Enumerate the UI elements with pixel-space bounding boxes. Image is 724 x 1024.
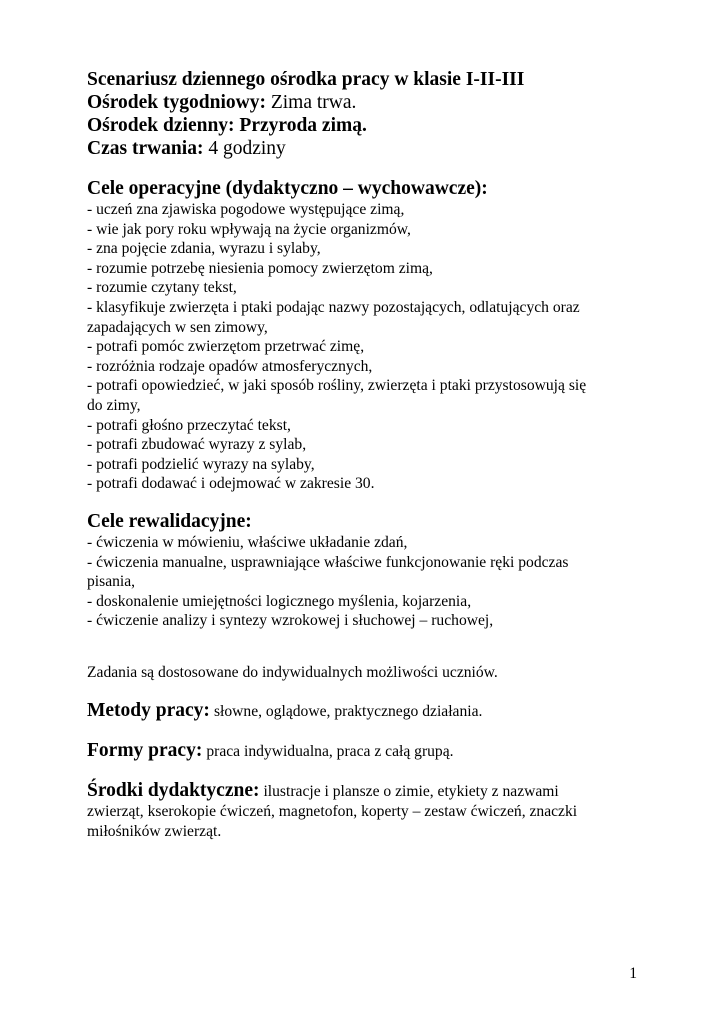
daily-theme — [87, 114, 647, 137]
scenario-title: Scenariusz dziennego ośrodka pracy w klasie I-II-III — [87, 69, 525, 90]
duration — [87, 137, 647, 160]
list-item: - wie jak pory roku wpływają na życie organizmów, — [87, 220, 411, 238]
list-item: - ćwiczenia manualne, usprawniające właściwe funkcjonowanie ręki podczas — [87, 553, 569, 571]
resources-section — [87, 780, 647, 802]
operational-goals-list — [87, 200, 647, 494]
resources-line-2: zwierząt, kserokopie ćwiczeń, magnetofon, koperty – zestaw ćwiczeń, znaczki — [87, 803, 578, 821]
list-item: - klasyfikuje zwierzęta i ptaki podając nazwy pozostających, odlatujących oraz — [87, 298, 580, 316]
methods-section — [87, 700, 647, 722]
adaptation-note: Zadania są dostosowane do indywidualnych możliwości uczniów. — [87, 663, 498, 681]
list-item: - potrafi głośno przeczytać tekst, — [87, 416, 291, 434]
list-item: - ćwiczenia w mówieniu, właściwe układanie zdań, — [87, 533, 408, 551]
list-item: - potrafi pomóc zwierzętom przetrwać zimę, — [87, 338, 365, 356]
document-content — [87, 68, 647, 842]
resources-line-3: miłośników zwierząt. — [87, 823, 222, 841]
list-item: - potrafi opowiedzieć, w jaki sposób rośliny, zwierzęta i ptaki przystosowują się — [87, 377, 587, 395]
list-item: - potrafi podzielić wyrazy na sylaby, — [87, 455, 315, 473]
daily-theme-value: Przyroda zimą. — [239, 115, 367, 136]
resources-line-1: ilustracje i plansze o zimie, etykiety z nazwami — [263, 783, 559, 801]
methods-label: Metody pracy: — [87, 700, 210, 722]
list-item: - ćwiczenie analizy i syntezy wzrokowej i słuchowej – ruchowej, — [87, 612, 494, 630]
duration-value: 4 godziny — [208, 138, 286, 159]
list-item: zapadających w sen zimowy, — [87, 318, 268, 336]
operational-goals-heading: Cele operacyjne (dydaktyczno – wychowawcze): — [87, 178, 488, 199]
resources-label: Środki dydaktyczne: — [87, 780, 260, 802]
revalidation-goals-list — [87, 533, 647, 631]
weekly-theme-label: Ośrodek tygodniowy: — [87, 92, 266, 113]
list-item: - rozróżnia rodzaje opadów atmosferycznych, — [87, 357, 373, 375]
list-item: - rozumie potrzebę niesienia pomocy zwierzętom zimą, — [87, 259, 433, 277]
weekly-theme — [87, 91, 647, 114]
list-item: pisania, — [87, 573, 136, 591]
weekly-theme-value: Zima trwa. — [270, 92, 357, 113]
list-item: do zimy, — [87, 396, 141, 414]
forms-label: Formy pracy: — [87, 740, 203, 762]
page-number: 1 — [629, 965, 637, 982]
list-item: - potrafi dodawać i odejmować w zakresie 30. — [87, 475, 375, 493]
duration-label: Czas trwania: — [87, 138, 204, 159]
methods-text: słowne, oglądowe, praktycznego działania. — [213, 703, 483, 721]
revalidation-goals-heading: Cele rewalidacyjne: — [87, 510, 252, 532]
list-item: - doskonalenie umiejętności logicznego myślenia, kojarzenia, — [87, 592, 472, 610]
list-item: - uczeń zna zjawiska pogodowe występujące zimą, — [87, 201, 405, 218]
daily-theme-label: Ośrodek dzienny: — [87, 115, 235, 136]
list-item: - zna pojęcie zdania, wyrazu i sylaby, — [87, 240, 321, 258]
forms-text: praca indywidualna, praca z całą grupą. — [206, 743, 454, 761]
list-item: - rozumie czytany tekst, — [87, 279, 237, 297]
list-item: - potrafi zbudować wyrazy z sylab, — [87, 436, 307, 454]
forms-section — [87, 740, 647, 762]
